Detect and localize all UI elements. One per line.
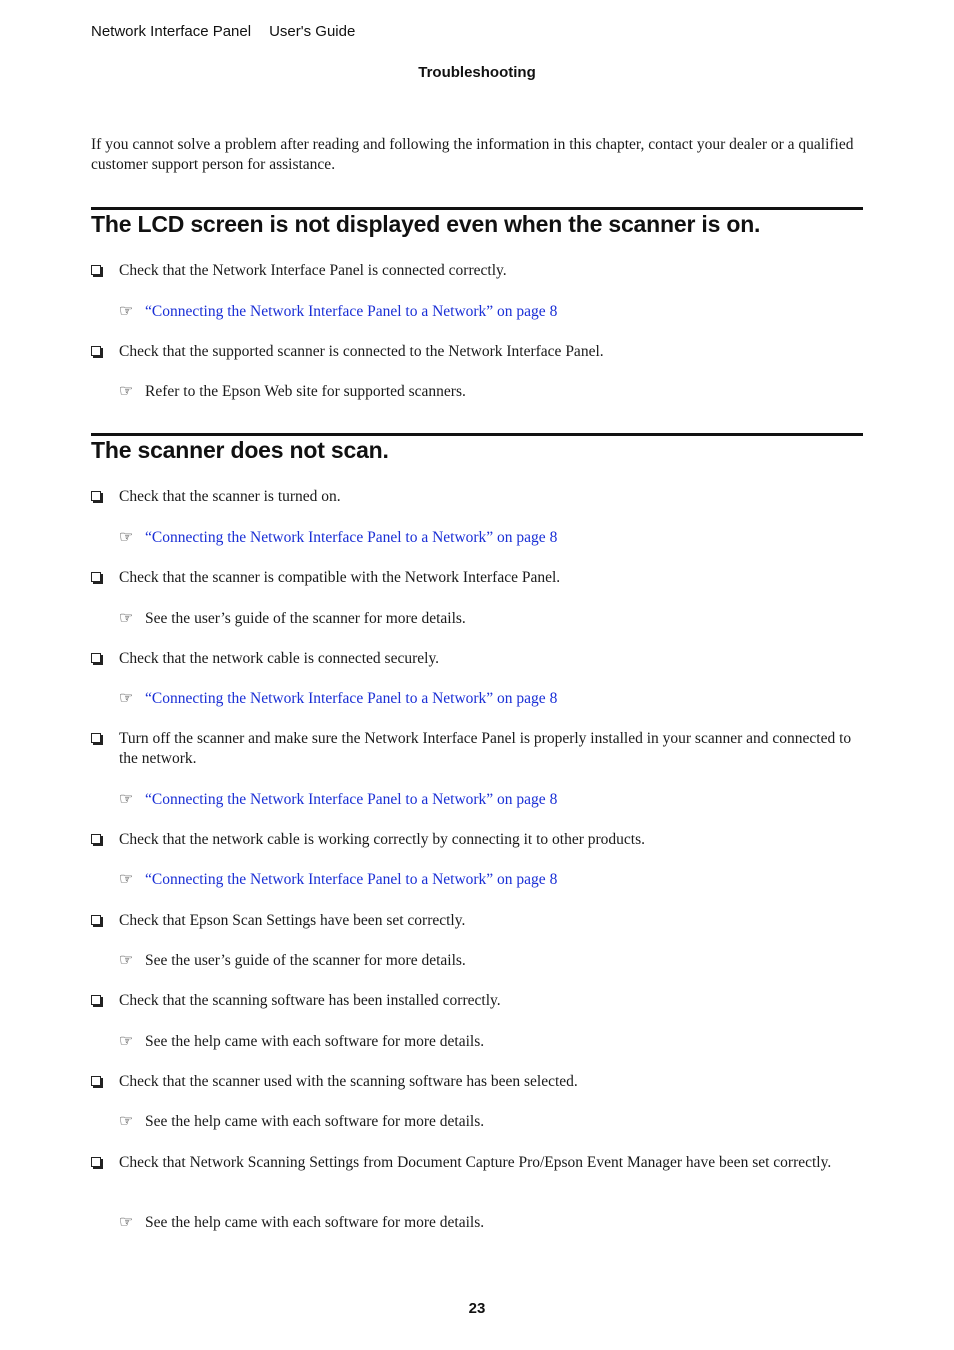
- checkbox-bullet-icon: [91, 346, 101, 356]
- reference-text: See the help came with each software for more details.: [145, 1214, 485, 1231]
- checkbox-bullet-icon: [91, 834, 101, 844]
- item-text: Check that Network Scanning Settings from Document Capture Pro/Epson Event Manager have been set correctly.: [119, 1154, 832, 1171]
- reference-link[interactable]: “Connecting the Network Interface Panel to a Network” on page 8: [145, 690, 558, 707]
- list-item: [91, 729, 863, 769]
- reference[interactable]: [119, 689, 863, 709]
- pointing-hand-icon: ☞: [119, 1113, 134, 1130]
- running-header: [91, 23, 355, 40]
- list-item: [91, 487, 863, 507]
- reference: [119, 1213, 863, 1233]
- list-item: [91, 911, 863, 931]
- checkbox-bullet-icon: [91, 491, 101, 501]
- checkbox-bullet-icon: [91, 1076, 101, 1086]
- reference-text: Refer to the Epson Web site for supported scanners.: [145, 383, 466, 400]
- pointing-hand-icon: ☞: [119, 529, 134, 546]
- reference[interactable]: [119, 870, 863, 890]
- item-text: Check that the Network Interface Panel is connected correctly.: [119, 262, 507, 279]
- reference-text: See the user’s guide of the scanner for more details.: [145, 610, 466, 627]
- reference: [119, 1112, 863, 1132]
- reference: [119, 951, 863, 971]
- reference-text: See the help came with each software for more details.: [145, 1113, 485, 1130]
- pointing-hand-icon: ☞: [119, 690, 134, 707]
- reference-link[interactable]: “Connecting the Network Interface Panel to a Network” on page 8: [145, 871, 558, 888]
- item-text: Check that Epson Scan Settings have been set correctly.: [119, 912, 466, 929]
- item-text: Check that the network cable is working correctly by connecting it to other products.: [119, 831, 645, 848]
- list-item: [91, 342, 863, 362]
- checkbox-bullet-icon: [91, 265, 101, 275]
- item-text: Check that the scanner is turned on.: [119, 488, 341, 505]
- list-item: [91, 991, 863, 1011]
- list-item: [91, 1072, 863, 1092]
- reference[interactable]: [119, 302, 863, 322]
- list-item: [91, 830, 863, 850]
- checkbox-bullet-icon: [91, 733, 101, 743]
- item-text: Check that the supported scanner is connected to the Network Interface Panel.: [119, 343, 604, 360]
- checkbox-bullet-icon: [91, 653, 101, 663]
- reference-text: See the help came with each software for more details.: [145, 1033, 485, 1050]
- intro-paragraph: If you cannot solve a problem after reading and following the information in this chapter, contact your dealer or a qualified customer support person for assistance.: [91, 136, 854, 173]
- pointing-hand-icon: ☞: [119, 871, 134, 888]
- pointing-hand-icon: ☞: [119, 383, 134, 400]
- section-rule: [91, 207, 863, 210]
- section-heading-scan: The scanner does not scan.: [91, 437, 389, 463]
- section-heading-lcd: The LCD screen is not displayed even when the scanner is on.: [91, 211, 761, 237]
- pointing-hand-icon: ☞: [119, 1214, 134, 1231]
- checkbox-bullet-icon: [91, 995, 101, 1005]
- reference-link[interactable]: “Connecting the Network Interface Panel to a Network” on page 8: [145, 529, 558, 546]
- reference-link[interactable]: “Connecting the Network Interface Panel to a Network” on page 8: [145, 303, 558, 320]
- list-item: [91, 1153, 863, 1173]
- guide-name: User's Guide: [269, 23, 356, 40]
- reference[interactable]: [119, 790, 863, 810]
- reference: [119, 382, 863, 402]
- item-text: Check that the network cable is connected securely.: [119, 650, 440, 667]
- list-item: [91, 261, 863, 281]
- list-item: [91, 568, 863, 588]
- pointing-hand-icon: ☞: [119, 1033, 134, 1050]
- checkbox-bullet-icon: [91, 572, 101, 582]
- item-text: Check that the scanner is compatible with the Network Interface Panel.: [119, 569, 561, 586]
- reference[interactable]: [119, 528, 863, 548]
- list-item: [91, 649, 863, 669]
- item-text: Check that the scanner used with the scanning software has been selected.: [119, 1073, 578, 1090]
- checkbox-bullet-icon: [91, 915, 101, 925]
- pointing-hand-icon: ☞: [119, 303, 134, 320]
- reference: [119, 609, 863, 629]
- reference-text: See the user’s guide of the scanner for more details.: [145, 952, 466, 969]
- checkbox-bullet-icon: [91, 1157, 101, 1167]
- pointing-hand-icon: ☞: [119, 952, 134, 969]
- reference: [119, 1032, 863, 1052]
- item-text: Turn off the scanner and make sure the Network Interface Panel is properly installed in your scanner and connected to the network.: [119, 730, 852, 767]
- reference-link[interactable]: “Connecting the Network Interface Panel to a Network” on page 8: [145, 791, 558, 808]
- product-name: Network Interface Panel: [91, 23, 252, 40]
- pointing-hand-icon: ☞: [119, 791, 134, 808]
- pointing-hand-icon: ☞: [119, 610, 134, 627]
- section-rule: [91, 433, 863, 436]
- chapter-title: Troubleshooting: [418, 64, 536, 81]
- page-number: 23: [468, 1300, 486, 1317]
- item-text: Check that the scanning software has been installed correctly.: [119, 992, 501, 1009]
